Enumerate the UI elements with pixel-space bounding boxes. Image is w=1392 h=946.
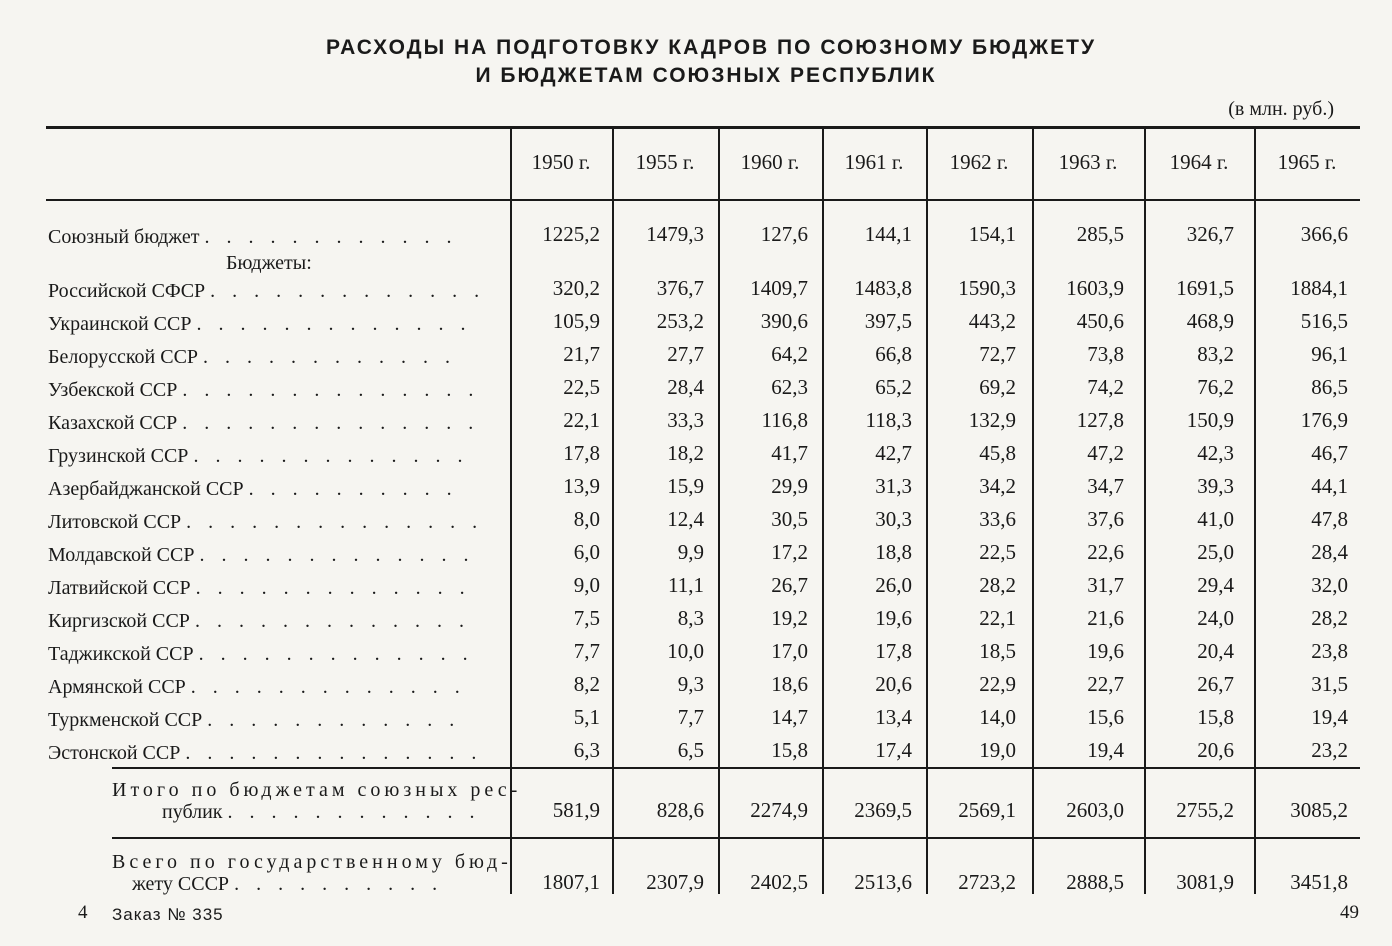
row-label — [48, 476, 458, 502]
table-cell: 41,7 — [771, 441, 808, 465]
table-cell: 118,3 — [865, 408, 912, 432]
row-label-text: Литовской ССР — [48, 511, 182, 533]
table-cell: 21,7 — [563, 342, 600, 366]
leader-dots: . . . . . . . . . . . . . — [198, 643, 474, 665]
table-cell: 64,2 — [771, 342, 808, 366]
table-cell: 41,0 — [1197, 507, 1234, 531]
table-cell: 2888,5 — [1066, 870, 1124, 894]
table-cell: 8,0 — [573, 507, 600, 531]
subtotal-rule — [112, 767, 1360, 769]
table-cell: 33,6 — [979, 507, 1016, 531]
row-label-text: Эстонской ССР — [48, 742, 181, 764]
table-cell: 19,4 — [1311, 705, 1348, 729]
row-label — [48, 707, 460, 733]
table-cell: 22,7 — [1087, 672, 1124, 696]
row-label — [48, 344, 456, 370]
table-cell: 2402,5 — [750, 870, 808, 894]
row-label-text: Узбекской ССР — [48, 379, 178, 401]
page-number-left: 4 — [78, 902, 88, 923]
column-divider — [1254, 129, 1256, 894]
table-cell: 443,2 — [968, 309, 1016, 333]
table-cell: 28,4 — [667, 375, 704, 399]
table-cell: 20,6 — [875, 672, 912, 696]
table-cell: 69,2 — [979, 375, 1016, 399]
table-title — [0, 34, 1392, 90]
leader-dots: . . . . . . . . . . . . . . — [186, 511, 484, 533]
table-cell: 3081,9 — [1176, 870, 1234, 894]
header-rule — [46, 199, 1360, 201]
table-cell: 18,5 — [979, 639, 1016, 663]
table-cell: 2369,5 — [854, 798, 912, 822]
table-cell: 39,3 — [1197, 474, 1234, 498]
row-label-text: Российской СФСР — [48, 280, 206, 302]
table-cell: 285,5 — [1076, 222, 1124, 246]
table-cell: 20,6 — [1197, 738, 1234, 762]
leader-dots: . . . . . . . . . . . . . — [193, 445, 469, 467]
row-label — [48, 443, 468, 469]
leader-dots: . . . . . . . . . . . . . — [190, 676, 466, 698]
table-cell: 19,2 — [771, 606, 808, 630]
row-label — [48, 377, 479, 403]
table-cell: 116,8 — [761, 408, 808, 432]
leader-dots: . . . . . . . . . . . . . — [199, 544, 475, 566]
table-cell: 132,9 — [968, 408, 1016, 432]
table-cell: 390,6 — [760, 309, 808, 333]
table-cell: 37,6 — [1087, 507, 1124, 531]
table-cell: 14,0 — [979, 705, 1016, 729]
column-header: 1965 г. — [1277, 150, 1337, 174]
table-cell: 14,7 — [771, 705, 808, 729]
table-cell: 20,4 — [1197, 639, 1234, 663]
row-label — [48, 278, 485, 304]
table-cell: 11,1 — [668, 573, 704, 597]
column-header: 1960 г. — [740, 150, 800, 174]
table-cell: 83,2 — [1197, 342, 1234, 366]
leader-dots: . . . . . . . . . . . . . — [195, 577, 471, 599]
table-cell: 1483,8 — [854, 276, 912, 300]
table-cell: 516,5 — [1300, 309, 1348, 333]
table-cell: 31,3 — [875, 474, 912, 498]
row-label — [48, 509, 483, 535]
table-cell: 3085,2 — [1290, 798, 1348, 822]
table-cell: 127,6 — [760, 222, 808, 246]
table-cell: 18,8 — [875, 540, 912, 564]
table-cell: 17,2 — [771, 540, 808, 564]
table-cell: 19,4 — [1087, 738, 1124, 762]
table-cell: 2569,1 — [958, 798, 1016, 822]
table-cell: 28,2 — [1311, 606, 1348, 630]
row-label-text: Латвийской ССР — [48, 577, 191, 599]
total-republics-label-line2 — [162, 800, 481, 824]
column-header: 1964 г. — [1169, 150, 1229, 174]
table-cell: 29,9 — [771, 474, 808, 498]
total-rule — [112, 837, 1360, 839]
table-cell: 1479,3 — [646, 222, 704, 246]
table-cell: 34,7 — [1087, 474, 1124, 498]
table-cell: 6,0 — [573, 540, 600, 564]
table-cell: 15,8 — [771, 738, 808, 762]
leader-dots: . . . . . . . . . . — [234, 873, 444, 895]
table-cell: 326,7 — [1186, 222, 1234, 246]
table-cell: 1807,1 — [542, 870, 600, 894]
table-cell: 376,7 — [656, 276, 704, 300]
row-label — [48, 575, 471, 601]
column-header: 1963 г. — [1058, 150, 1118, 174]
table-cell: 33,3 — [667, 408, 704, 432]
table-cell: 6,5 — [677, 738, 704, 762]
table-cell: 176,9 — [1300, 408, 1348, 432]
table-cell: 6,3 — [573, 738, 600, 762]
table-cell: 26,7 — [771, 573, 808, 597]
table-cell: 2755,2 — [1176, 798, 1234, 822]
table-cell: 5,1 — [573, 705, 600, 729]
table-cell: 144,1 — [864, 222, 912, 246]
table-cell: 47,8 — [1311, 507, 1348, 531]
table-cell: 66,8 — [875, 342, 912, 366]
table-cell: 30,5 — [771, 507, 808, 531]
title-line-1: РАСХОДЫ НА ПОДГОТОВКУ КАДРОВ ПО СОЮЗНОМУ БЮДЖЕТУ — [325, 36, 1097, 59]
table-cell: 1590,3 — [958, 276, 1016, 300]
table-cell: 46,7 — [1311, 441, 1348, 465]
unit-note: (в млн. руб.) — [1228, 98, 1334, 120]
table-cell: 1225,2 — [542, 222, 600, 246]
title-line-2: И БЮДЖЕТАМ СОЮЗНЫХ РЕСПУБЛИК — [475, 64, 937, 87]
row-label-text: Украинской ССР — [48, 313, 192, 335]
table-cell: 72,7 — [979, 342, 1016, 366]
row-label-text: Казахской ССР — [48, 412, 178, 434]
table-cell: 22,5 — [979, 540, 1016, 564]
table-cell: 23,2 — [1311, 738, 1348, 762]
table-cell: 2603,0 — [1066, 798, 1124, 822]
table-cell: 15,6 — [1087, 705, 1124, 729]
table-cell: 96,1 — [1311, 342, 1348, 366]
table-cell: 21,6 — [1087, 606, 1124, 630]
row-label-text: Азербайджанской ССР — [48, 478, 244, 500]
table-cell: 9,3 — [677, 672, 704, 696]
row-label-text: Таджикской ССР — [48, 643, 194, 665]
table-cell: 22,1 — [979, 606, 1016, 630]
table-cell: 17,4 — [875, 738, 912, 762]
table-cell: 32,0 — [1311, 573, 1348, 597]
table-cell: 828,6 — [656, 798, 704, 822]
budgets-subheader: Бюджеты: — [226, 252, 312, 274]
total-state-label-line2 — [132, 872, 443, 896]
leader-dots: . . . . . . . . . . . . — [227, 801, 481, 823]
table-cell: 19,0 — [979, 738, 1016, 762]
row-label — [48, 542, 474, 568]
table-cell: 17,8 — [563, 441, 600, 465]
table-cell: 2513,6 — [854, 870, 912, 894]
table-cell: 1691,5 — [1176, 276, 1234, 300]
table-cell: 25,0 — [1197, 540, 1234, 564]
table-cell: 22,5 — [563, 375, 600, 399]
total-state-label-line1: Всего по государственному бюд- — [112, 851, 512, 873]
table-cell: 253,2 — [656, 309, 704, 333]
row-label — [48, 224, 457, 250]
table-cell: 1884,1 — [1290, 276, 1348, 300]
table-cell: 468,9 — [1186, 309, 1234, 333]
table-cell: 1409,7 — [750, 276, 808, 300]
label-text: публик — [162, 801, 223, 823]
table-cell: 30,3 — [875, 507, 912, 531]
table-cell: 9,9 — [677, 540, 704, 564]
table-cell: 28,2 — [979, 573, 1016, 597]
column-header: 1955 г. — [635, 150, 695, 174]
table-cell: 2723,2 — [958, 870, 1016, 894]
table-cell: 8,2 — [573, 672, 600, 696]
table-cell: 1603,9 — [1066, 276, 1124, 300]
row-label-text: Молдавской ССР — [48, 544, 195, 566]
row-label-text: Белорусской ССР — [48, 346, 199, 368]
leader-dots: . . . . . . . . . . . . — [204, 226, 458, 248]
total-republics-label-line1: Итого по бюджетам союзных рес- — [112, 779, 522, 801]
row-label — [48, 674, 466, 700]
table-cell: 45,8 — [979, 441, 1016, 465]
table-cell: 2274,9 — [750, 798, 808, 822]
table-cell: 17,0 — [771, 639, 808, 663]
table-cell: 127,8 — [1076, 408, 1124, 432]
column-header: 1950 г. — [531, 150, 591, 174]
table-cell: 8,3 — [677, 606, 704, 630]
table-cell: 42,3 — [1197, 441, 1234, 465]
table-cell: 10,0 — [667, 639, 704, 663]
row-label-text: Армянской ССР — [48, 676, 186, 698]
table-cell: 19,6 — [875, 606, 912, 630]
table-cell: 24,0 — [1197, 606, 1234, 630]
leader-dots: . . . . . . . . . . — [248, 478, 458, 500]
leader-dots: . . . . . . . . . . . . — [207, 709, 461, 731]
order-number: Заказ № 335 — [112, 905, 224, 924]
table-cell: 73,8 — [1087, 342, 1124, 366]
table-cell: 581,9 — [552, 798, 600, 822]
column-header: 1961 г. — [844, 150, 904, 174]
table-cell: 7,7 — [573, 639, 600, 663]
table-cell: 154,1 — [968, 222, 1016, 246]
leader-dots: . . . . . . . . . . . . . . — [182, 379, 480, 401]
table-cell: 28,4 — [1311, 540, 1348, 564]
table-cell: 7,5 — [573, 606, 600, 630]
row-label-text: Грузинской ССР — [48, 445, 189, 467]
table-cell: 450,6 — [1076, 309, 1124, 333]
leader-dots: . . . . . . . . . . . . . — [210, 280, 486, 302]
table-cell: 42,7 — [875, 441, 912, 465]
leader-dots: . . . . . . . . . . . . . — [194, 610, 470, 632]
row-label — [48, 641, 474, 667]
table-cell: 26,7 — [1197, 672, 1234, 696]
row-label-text: Туркменской ССР — [48, 709, 203, 731]
table-cell: 397,5 — [864, 309, 912, 333]
table-cell: 13,4 — [875, 705, 912, 729]
table-cell: 29,4 — [1197, 573, 1234, 597]
row-label — [48, 410, 479, 436]
page-number-right: 49 — [1340, 902, 1359, 923]
table-cell: 22,6 — [1087, 540, 1124, 564]
table-cell: 76,2 — [1197, 375, 1234, 399]
table-cell: 18,6 — [771, 672, 808, 696]
table-cell: 86,5 — [1311, 375, 1348, 399]
leader-dots: . . . . . . . . . . . . . . — [182, 412, 480, 434]
leader-dots: . . . . . . . . . . . . . — [196, 313, 472, 335]
leader-dots: . . . . . . . . . . . . — [203, 346, 457, 368]
table-cell: 18,2 — [667, 441, 704, 465]
table-cell: 320,2 — [552, 276, 600, 300]
table-cell: 17,8 — [875, 639, 912, 663]
table-cell: 26,0 — [875, 573, 912, 597]
table-cell: 62,3 — [771, 375, 808, 399]
table-cell: 366,6 — [1300, 222, 1348, 246]
table-cell: 2307,9 — [646, 870, 704, 894]
column-header: 1962 г. — [949, 150, 1009, 174]
table-cell: 65,2 — [875, 375, 912, 399]
table-cell: 31,7 — [1087, 573, 1124, 597]
table-cell: 47,2 — [1087, 441, 1124, 465]
table-cell: 12,4 — [667, 507, 704, 531]
table-cell: 31,5 — [1311, 672, 1348, 696]
table-cell: 13,9 — [563, 474, 600, 498]
table-cell: 9,0 — [573, 573, 600, 597]
label-text: жету СССР — [132, 873, 230, 895]
row-label-text: Союзный бюджет — [48, 226, 200, 248]
top-rule — [46, 126, 1360, 129]
table-cell: 150,9 — [1186, 408, 1234, 432]
table-cell: 74,2 — [1087, 375, 1124, 399]
row-label — [48, 740, 482, 766]
table-cell: 27,7 — [667, 342, 704, 366]
table-cell: 22,9 — [979, 672, 1016, 696]
table-cell: 15,8 — [1197, 705, 1234, 729]
table-cell: 44,1 — [1311, 474, 1348, 498]
table-cell: 15,9 — [667, 474, 704, 498]
row-label-text: Киргизской ССР — [48, 610, 190, 632]
table-cell: 3451,8 — [1290, 870, 1348, 894]
table-cell: 105,9 — [552, 309, 600, 333]
table-cell: 22,1 — [563, 408, 600, 432]
table-cell: 23,8 — [1311, 639, 1348, 663]
row-label — [48, 608, 470, 634]
table-cell: 7,7 — [677, 705, 704, 729]
table-cell: 19,6 — [1087, 639, 1124, 663]
row-label — [48, 311, 472, 337]
table-cell: 34,2 — [979, 474, 1016, 498]
leader-dots: . . . . . . . . . . . . . . — [185, 742, 483, 764]
